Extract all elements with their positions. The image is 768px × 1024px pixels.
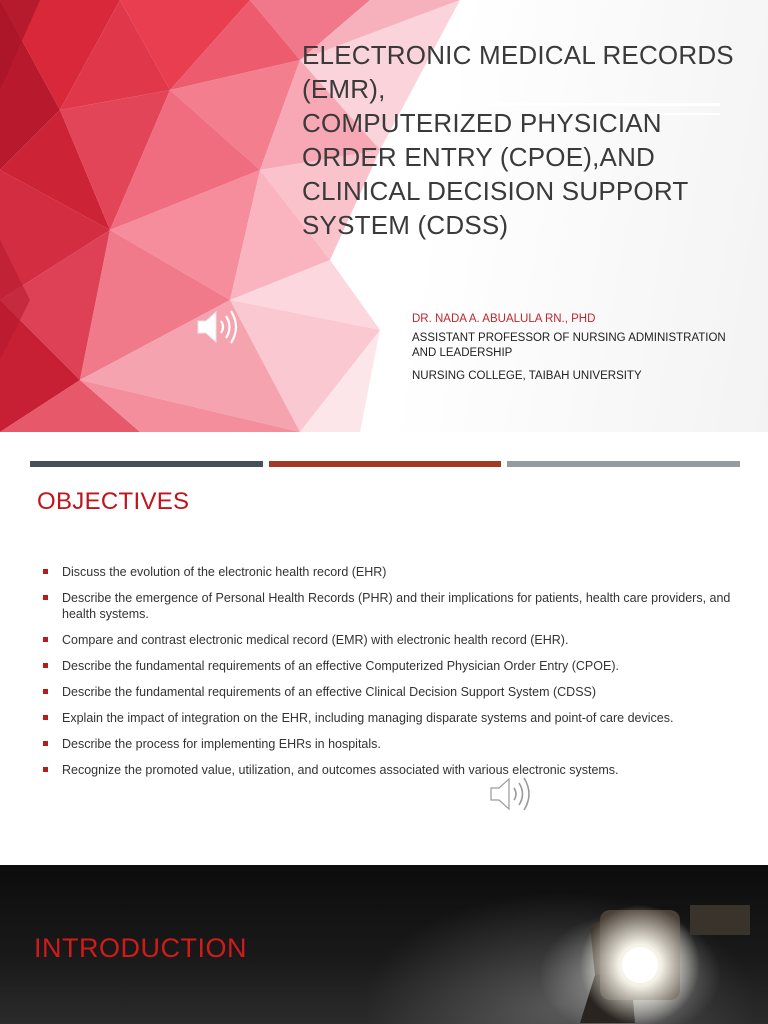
list-item: Describe the fundamental requirements of an effective Computerized Physician Order Entry (CPOE). xyxy=(42,658,742,674)
list-item: Recognize the promoted value, utilization, and outcomes associated with various electronic systems. xyxy=(42,762,742,778)
title-line: ELECTRONIC MEDICAL RECORDS xyxy=(302,40,734,70)
objectives-list xyxy=(42,564,742,788)
spotlight-image xyxy=(540,905,768,1024)
introduction-slide xyxy=(0,865,768,1024)
divider-bar-red xyxy=(269,461,502,467)
title-line: (EMR), xyxy=(302,74,386,104)
author-block xyxy=(412,312,732,384)
title-slide xyxy=(0,0,768,432)
title-line: CLINICAL DECISION SUPPORT xyxy=(302,176,689,206)
section-divider xyxy=(30,461,740,467)
list-item: Compare and contrast electronic medical record (EMR) with electronic health record (EHR). xyxy=(42,632,742,648)
objectives-heading: OBJECTIVES xyxy=(37,488,190,515)
speaker-icon[interactable] xyxy=(195,308,243,351)
list-item: Describe the process for implementing EHRs in hospitals. xyxy=(42,736,742,752)
speaker-icon[interactable] xyxy=(488,775,536,818)
slide-title xyxy=(302,38,752,242)
divider-bar-dark xyxy=(30,461,263,467)
author-name: DR. NADA A. ABUALULA RN., PHD xyxy=(412,313,596,325)
list-item: Discuss the evolution of the electronic health record (EHR) xyxy=(42,564,742,580)
title-line: SYSTEM (CDSS) xyxy=(302,210,509,240)
divider-bar-gray xyxy=(507,461,740,467)
title-line: ORDER ENTRY (CPOE),AND xyxy=(302,142,656,172)
title-line: COMPUTERIZED PHYSICIAN xyxy=(302,108,662,138)
list-item: Describe the fundamental requirements of an effective Clinical Decision Support System (CDSS) xyxy=(42,684,742,700)
author-role: ASSISTANT PROFESSOR OF NURSING ADMINISTRATION AND LEADERSHIP xyxy=(412,332,726,359)
author-college: NURSING COLLEGE, TAIBAH UNIVERSITY xyxy=(412,370,642,382)
list-item: Describe the emergence of Personal Health Records (PHR) and their implications for patients, health care providers, and health systems. xyxy=(42,590,742,622)
introduction-heading: INTRODUCTION xyxy=(34,933,247,963)
list-item: Explain the impact of integration on the EHR, including managing disparate systems and point-of care devices. xyxy=(42,710,742,726)
